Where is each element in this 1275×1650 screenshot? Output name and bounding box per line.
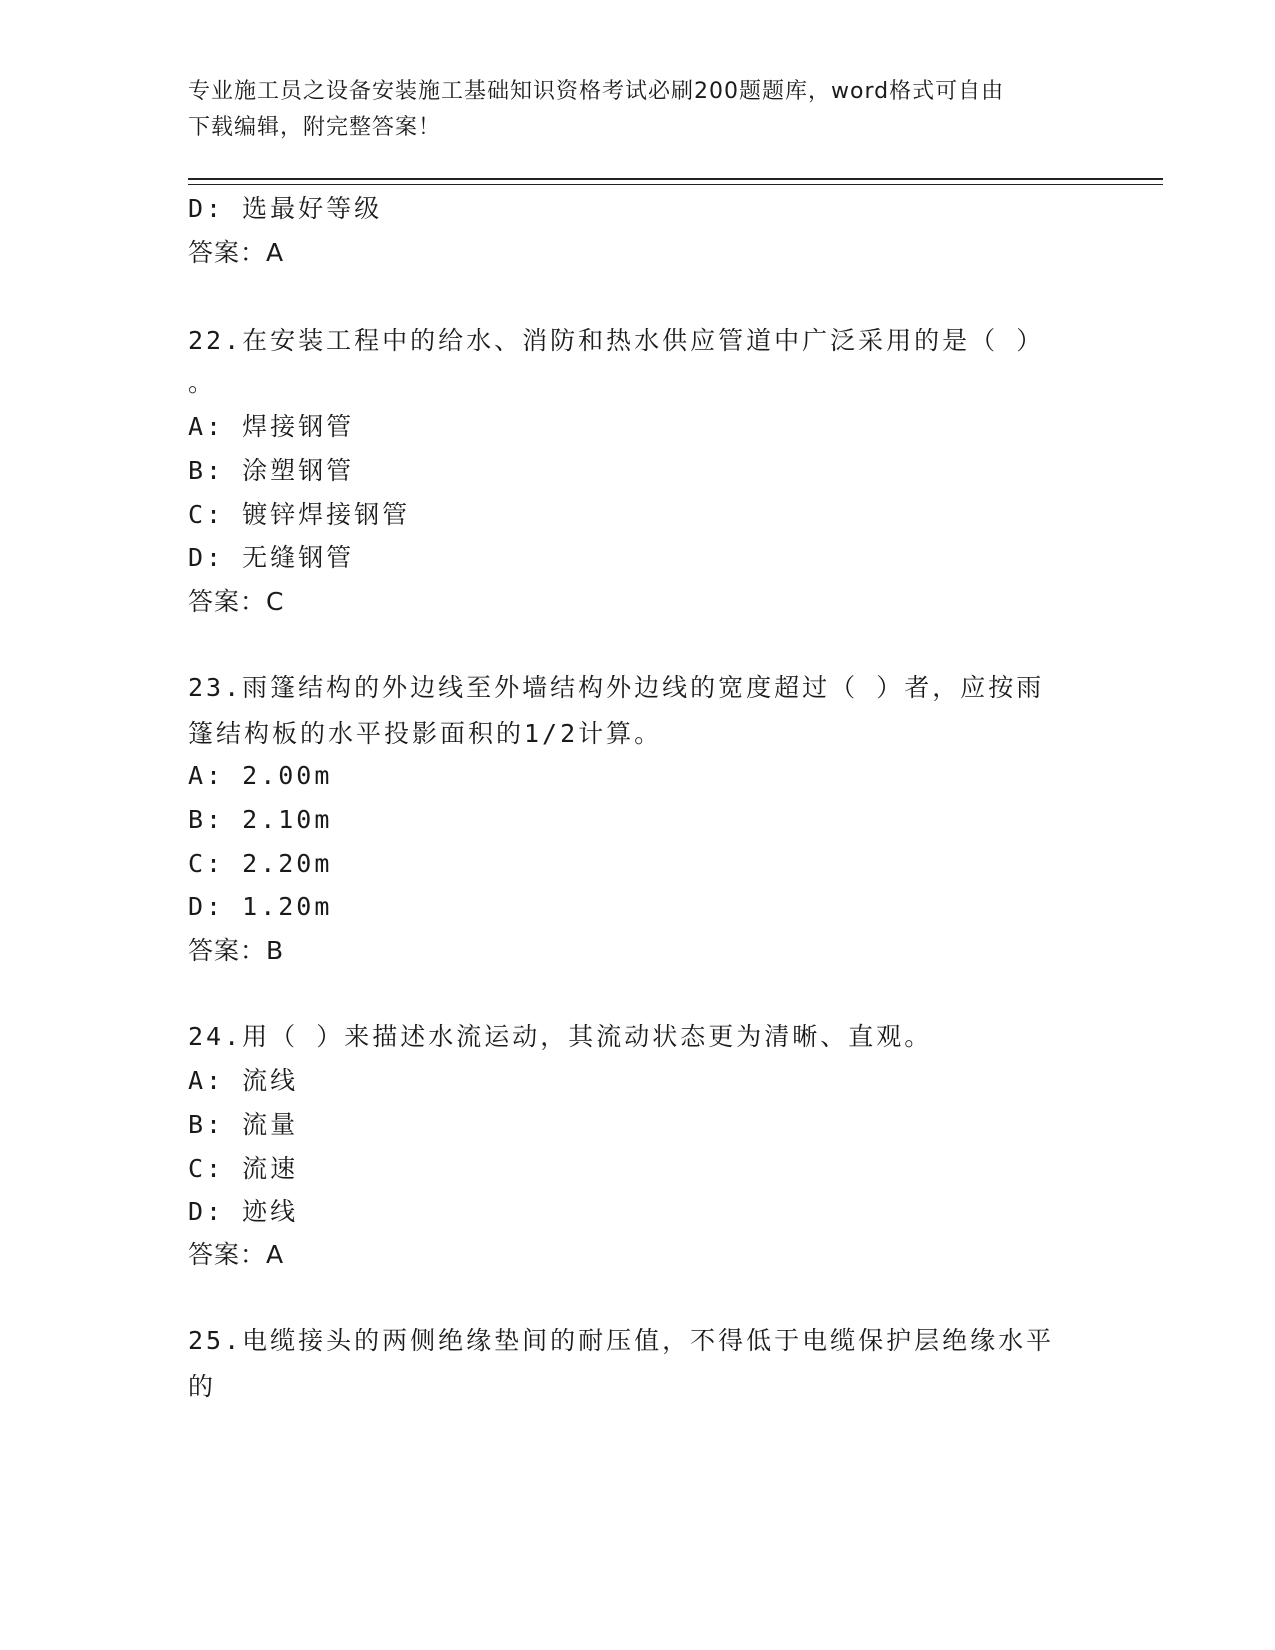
header-rule-thick xyxy=(188,178,1163,180)
q22-option-c: C: 镀锌焊接钢管 xyxy=(188,500,411,529)
q22-answer: 答案：C xyxy=(188,587,285,616)
q23-option-b: B: 2.10m xyxy=(188,805,333,834)
q24-text: 24.用（ ）来描述水流运动，其流动状态更为清晰、直观。 xyxy=(188,1022,933,1051)
header-line-2: 下载编辑，附完整答案！ xyxy=(188,115,442,140)
q25-text: 25.电缆接头的两侧绝缘垫间的耐压值，不得低于电缆保护层绝缘水平的 xyxy=(188,1326,1055,1401)
q24-option-a: A: 流线 xyxy=(188,1066,299,1095)
q24-option-c: C: 流速 xyxy=(188,1154,299,1183)
prev-option-d: D: 选最好等级 xyxy=(188,194,383,223)
q24-option-d: D: 迹线 xyxy=(188,1197,299,1226)
q23-option-a: A: 2.00m xyxy=(188,761,333,790)
q22-text: 22.在安装工程中的给水、消防和热水供应管道中广泛采用的是（ ） xyxy=(188,326,1045,355)
q23-answer: 答案：B xyxy=(188,936,285,965)
q22-option-b: B: 涂塑钢管 xyxy=(188,456,355,485)
header-rule-thin xyxy=(188,184,1163,185)
q23-option-d: D: 1.20m xyxy=(188,892,333,921)
q23-option-c: C: 2.20m xyxy=(188,849,333,878)
q23-text: 23.雨篷结构的外边线至外墙结构外边线的宽度超过（ ）者，应按雨篷结构板的水平投影面积的1/2计算。 xyxy=(188,673,1045,748)
document-header xyxy=(188,74,1088,146)
q22-option-d: D: 无缝钢管 xyxy=(188,543,355,572)
header-line-1: 专业施工员之设备安装施工基础知识资格考试必刷200题题库，word格式可自由 xyxy=(188,79,1005,104)
q24-option-b: B: 流量 xyxy=(188,1110,299,1139)
q24-answer: 答案：A xyxy=(188,1240,285,1269)
prev-answer: 答案：A xyxy=(188,238,285,267)
q22-text-cont: 。 xyxy=(188,368,217,397)
q22-option-a: A: 焊接钢管 xyxy=(188,412,355,441)
